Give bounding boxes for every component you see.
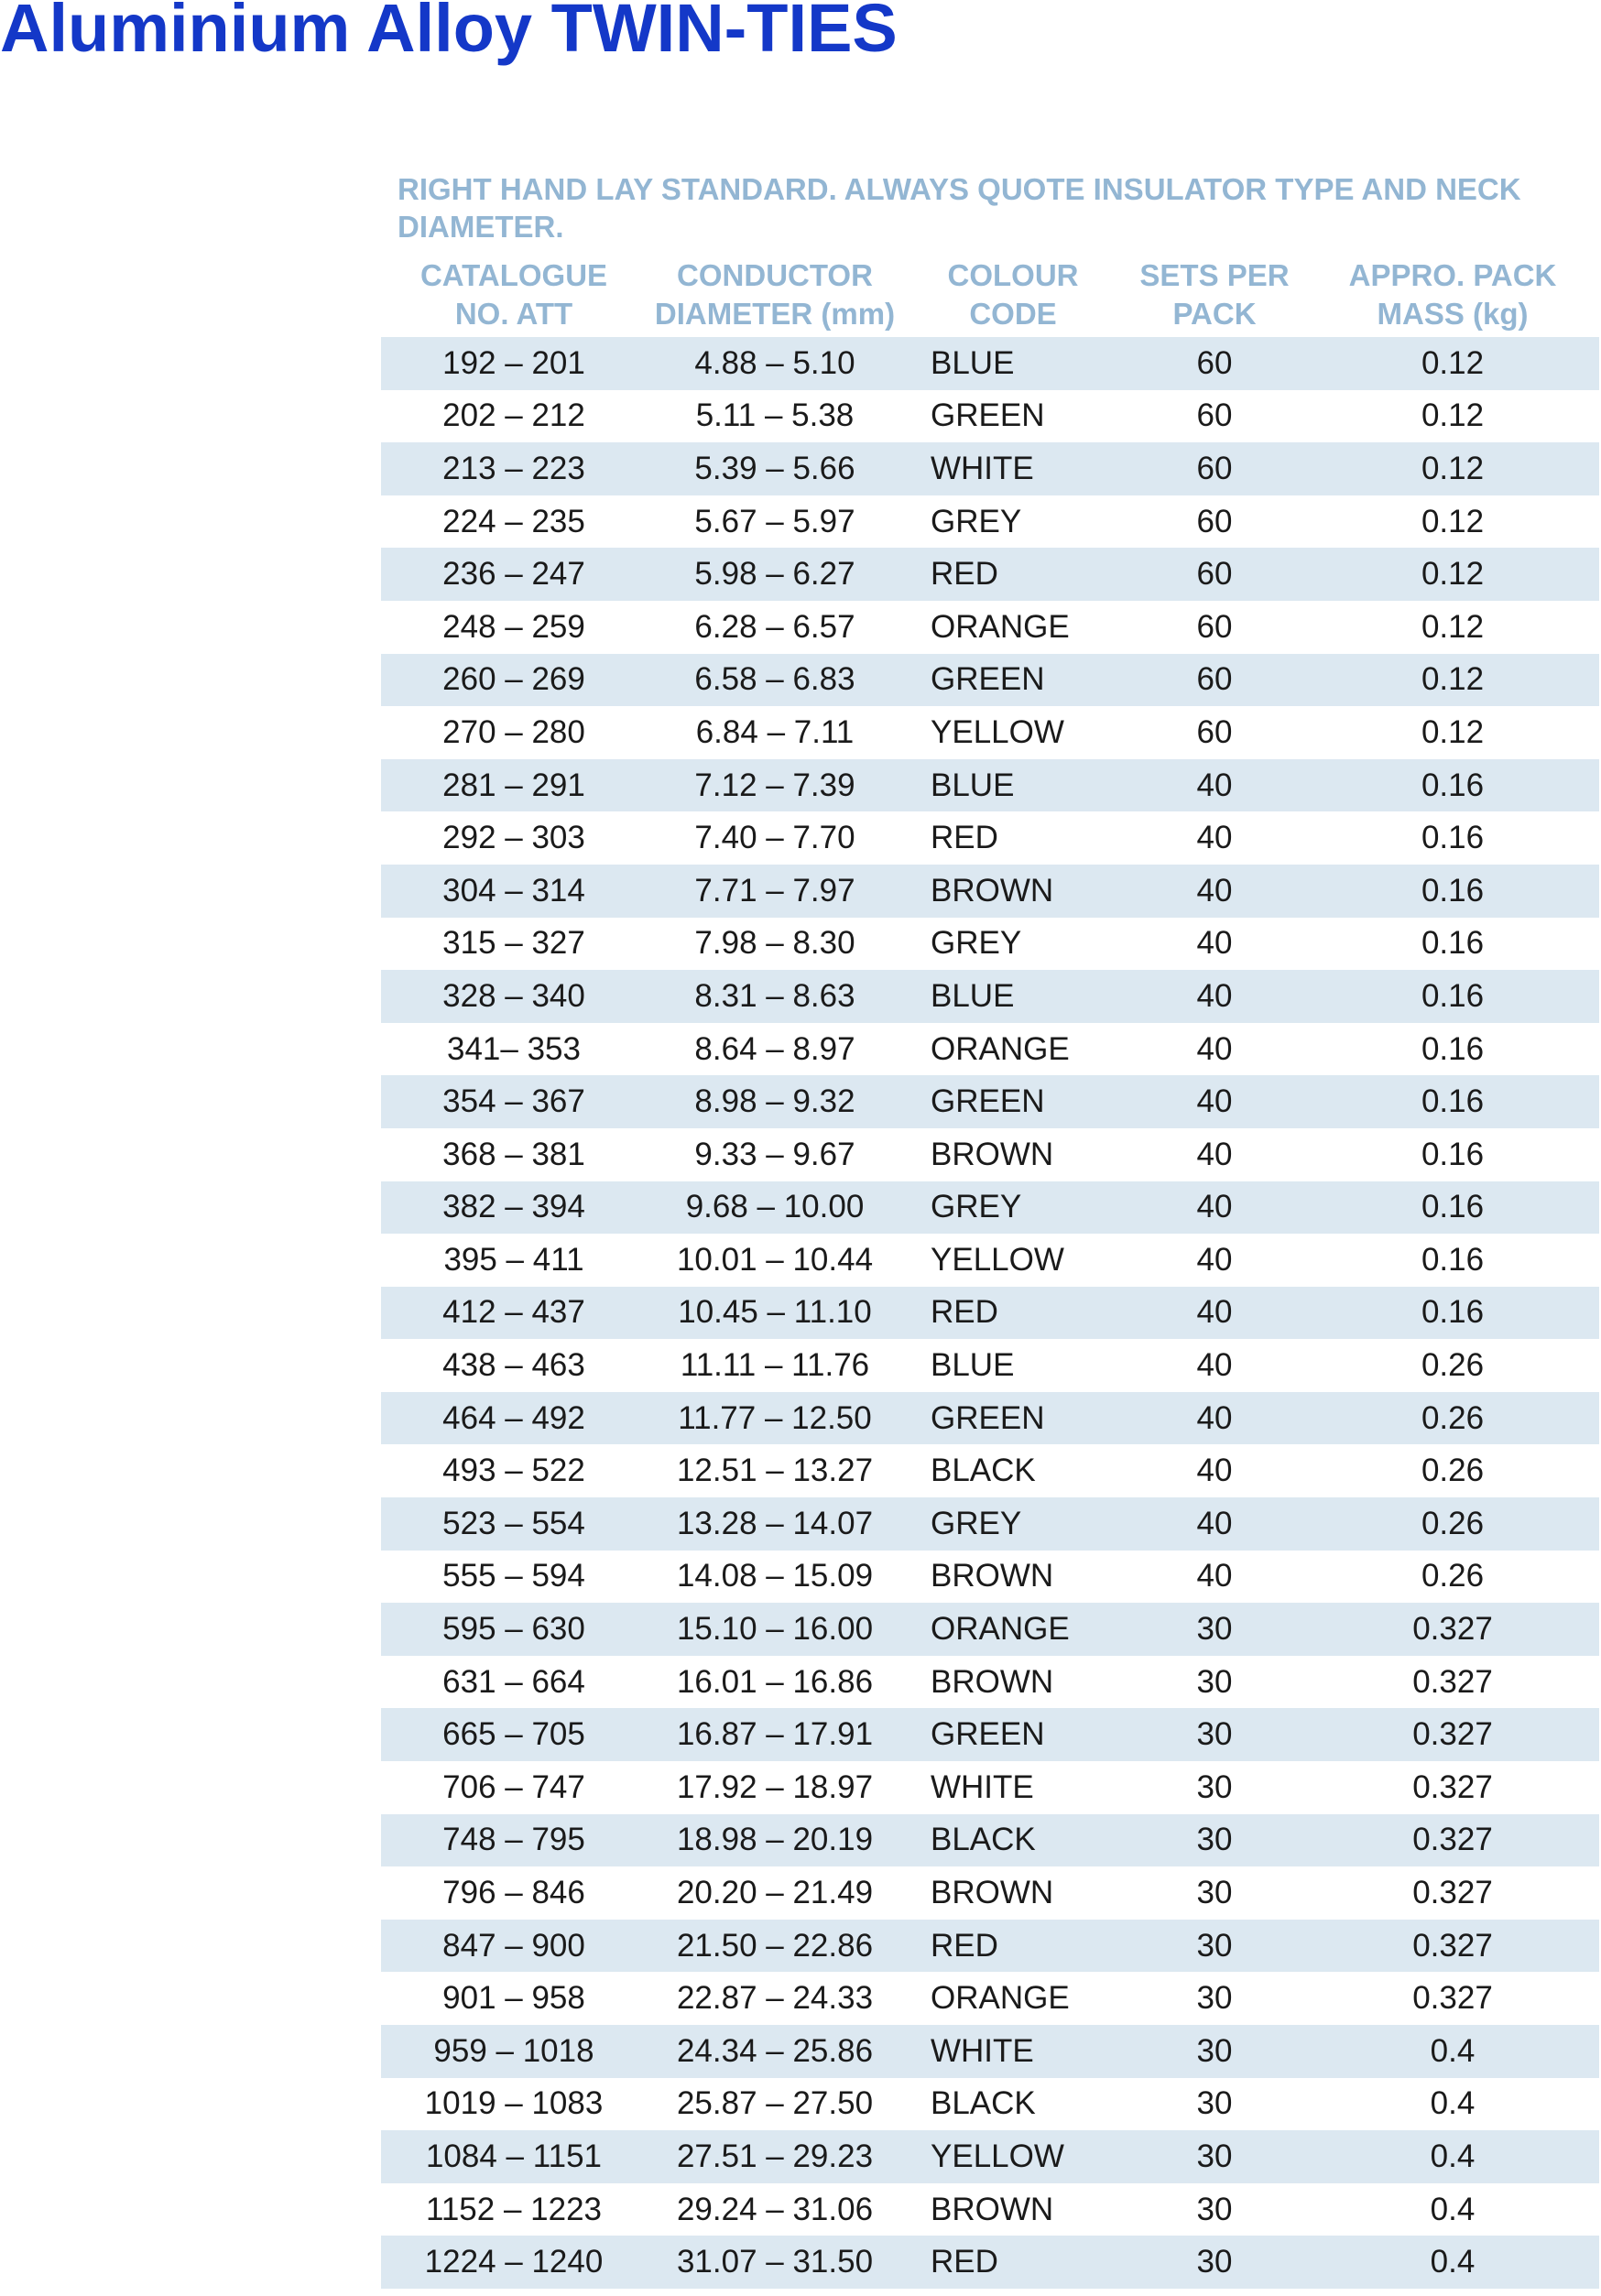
cell-conductor-diameter: 25.87 – 27.50 (676, 2085, 874, 2122)
cell-sets-per-pack: 60 (1196, 450, 1233, 486)
table-row (381, 1497, 1599, 1551)
cell-colour-code: GREEN (931, 1399, 1045, 1436)
cell-sets-per-pack: 40 (1196, 977, 1233, 1014)
cell-colour-code: WHITE (931, 450, 1034, 486)
cell-sets-per-pack: 30 (1196, 2138, 1233, 2174)
cell-pack-mass: 0.327 (1412, 1822, 1493, 1858)
cell-sets-per-pack: 30 (1196, 1611, 1233, 1648)
cell-sets-per-pack: 30 (1196, 2032, 1233, 2069)
cell-colour-code: RED (931, 820, 998, 856)
table-row (381, 2025, 1599, 2078)
cell-pack-mass: 0.16 (1421, 1030, 1485, 1067)
cell-catalogue-no: 847 – 900 (442, 1927, 585, 1964)
cell-pack-mass: 0.16 (1421, 925, 1485, 962)
cell-conductor-diameter: 11.11 – 11.76 (680, 1347, 870, 1384)
cell-sets-per-pack: 40 (1196, 1241, 1233, 1278)
header-line: CODE (969, 297, 1057, 331)
cell-colour-code: BROWN (931, 1558, 1054, 1594)
table-row (381, 1972, 1599, 2025)
cell-pack-mass: 0.26 (1421, 1347, 1485, 1384)
cell-sets-per-pack: 40 (1196, 925, 1233, 962)
cell-sets-per-pack: 60 (1196, 503, 1233, 539)
header-colour-code (903, 256, 1123, 337)
table-row (381, 970, 1599, 1023)
cell-catalogue-no: 1224 – 1240 (424, 2244, 604, 2280)
table-header (381, 256, 1599, 337)
cell-conductor-diameter: 8.31 – 8.63 (694, 977, 855, 1014)
header-line: APPRO. PACK (1348, 258, 1557, 292)
cell-catalogue-no: 354 – 367 (442, 1083, 585, 1120)
table-row (381, 1708, 1599, 1761)
cell-pack-mass: 0.16 (1421, 1136, 1485, 1172)
cell-conductor-diameter: 5.11 – 5.38 (695, 397, 855, 434)
cell-pack-mass: 0.16 (1421, 1294, 1485, 1331)
cell-conductor-diameter: 29.24 – 31.06 (676, 2191, 874, 2227)
cell-conductor-diameter: 20.20 – 21.49 (676, 1875, 874, 1911)
cell-catalogue-no: 328 – 340 (442, 977, 585, 1014)
cell-colour-code: WHITE (931, 2032, 1034, 2069)
header-line: COLOUR (947, 258, 1079, 292)
cell-colour-code: RED (931, 1294, 998, 1331)
table-row (381, 2130, 1599, 2183)
cell-sets-per-pack: 40 (1196, 820, 1233, 856)
cell-catalogue-no: 281 – 291 (442, 767, 585, 803)
cell-pack-mass: 0.12 (1421, 344, 1485, 381)
cell-conductor-diameter: 14.08 – 15.09 (676, 1558, 874, 1594)
cell-colour-code: ORANGE (931, 608, 1070, 645)
cell-catalogue-no: 341– 353 (447, 1030, 581, 1067)
cell-pack-mass: 0.327 (1412, 1980, 1493, 2017)
cell-colour-code: RED (931, 1927, 998, 1964)
cell-conductor-diameter: 4.88 – 5.10 (694, 344, 855, 381)
cell-colour-code: YELLOW (931, 1241, 1064, 1278)
cell-pack-mass: 0.4 (1430, 2085, 1476, 2122)
cell-colour-code: GREEN (931, 661, 1045, 698)
cell-catalogue-no: 438 – 463 (442, 1347, 585, 1384)
cell-catalogue-no: 796 – 846 (442, 1875, 585, 1911)
cell-sets-per-pack: 40 (1196, 1453, 1233, 1489)
cell-conductor-diameter: 5.67 – 5.97 (694, 503, 855, 539)
cell-colour-code: BLUE (931, 1347, 1015, 1384)
table-row (381, 548, 1599, 601)
cell-catalogue-no: 901 – 958 (442, 1980, 585, 2017)
cell-pack-mass: 0.26 (1421, 1453, 1485, 1489)
cell-pack-mass: 0.327 (1412, 1611, 1493, 1648)
cell-conductor-diameter: 9.33 – 9.67 (694, 1136, 855, 1172)
cell-sets-per-pack: 30 (1196, 1927, 1233, 1964)
table-row (381, 1551, 1599, 1604)
cell-conductor-diameter: 10.01 – 10.44 (676, 1241, 874, 1278)
cell-sets-per-pack: 60 (1196, 397, 1233, 434)
cell-colour-code: GREY (931, 1189, 1022, 1225)
cell-conductor-diameter: 8.64 – 8.97 (694, 1030, 855, 1067)
cell-colour-code: ORANGE (931, 1980, 1070, 2017)
cell-colour-code: YELLOW (931, 2138, 1064, 2174)
cell-conductor-diameter: 16.01 – 16.86 (676, 1663, 874, 1700)
cell-colour-code: BLUE (931, 344, 1015, 381)
cell-catalogue-no: 270 – 280 (442, 713, 585, 750)
header-line: SETS PER (1139, 258, 1290, 292)
cell-colour-code: BROWN (931, 1875, 1054, 1911)
cell-catalogue-no: 248 – 259 (442, 608, 585, 645)
cell-colour-code: GREEN (931, 397, 1045, 434)
table-row (381, 918, 1599, 971)
cell-sets-per-pack: 30 (1196, 1822, 1233, 1858)
table-row (381, 390, 1599, 443)
cell-conductor-diameter: 7.40 – 7.70 (694, 820, 855, 856)
cell-colour-code: BROWN (931, 872, 1054, 909)
cell-colour-code: YELLOW (931, 713, 1064, 750)
cell-colour-code: RED (931, 556, 998, 593)
cell-catalogue-no: 464 – 492 (442, 1399, 585, 1436)
table-row (381, 706, 1599, 759)
cell-catalogue-no: 368 – 381 (442, 1136, 585, 1172)
cell-pack-mass: 0.327 (1412, 1716, 1493, 1753)
cell-conductor-diameter: 7.98 – 8.30 (694, 925, 855, 962)
cell-sets-per-pack: 60 (1196, 661, 1233, 698)
cell-sets-per-pack: 30 (1196, 1716, 1233, 1753)
cell-conductor-diameter: 11.77 – 12.50 (678, 1399, 872, 1436)
cell-catalogue-no: 1019 – 1083 (424, 2085, 604, 2122)
cell-catalogue-no: 236 – 247 (442, 556, 585, 593)
cell-sets-per-pack: 30 (1196, 1663, 1233, 1700)
header-catalogue-no (381, 256, 647, 337)
cell-catalogue-no: 292 – 303 (442, 820, 585, 856)
cell-colour-code: ORANGE (931, 1611, 1070, 1648)
cell-sets-per-pack: 40 (1196, 767, 1233, 803)
cell-catalogue-no: 202 – 212 (442, 397, 585, 434)
cell-pack-mass: 0.12 (1421, 608, 1485, 645)
cell-sets-per-pack: 40 (1196, 1505, 1233, 1541)
table-row (381, 1392, 1599, 1445)
cell-sets-per-pack: 30 (1196, 1980, 1233, 2017)
cell-pack-mass: 0.16 (1421, 1189, 1485, 1225)
cell-sets-per-pack: 60 (1196, 713, 1233, 750)
cell-pack-mass: 0.12 (1421, 556, 1485, 593)
table-row (381, 759, 1599, 812)
table-row (381, 1287, 1599, 1340)
table-row (381, 811, 1599, 865)
cell-conductor-diameter: 5.39 – 5.66 (694, 450, 855, 486)
cell-colour-code: BROWN (931, 1136, 1054, 1172)
cell-conductor-diameter: 12.51 – 13.27 (676, 1453, 874, 1489)
cell-conductor-diameter: 24.34 – 25.86 (676, 2032, 874, 2069)
cell-catalogue-no: 315 – 327 (442, 925, 585, 962)
cell-catalogue-no: 1152 – 1223 (425, 2191, 603, 2227)
table-row (381, 1023, 1599, 1076)
cell-catalogue-no: 706 – 747 (442, 1768, 585, 1805)
cell-pack-mass: 0.16 (1421, 820, 1485, 856)
header-line: NO. ATT (454, 297, 573, 331)
table-row (381, 1181, 1599, 1235)
cell-pack-mass: 0.4 (1430, 2191, 1476, 2227)
table-row (381, 1234, 1599, 1287)
cell-pack-mass: 0.327 (1412, 1768, 1493, 1805)
cell-conductor-diameter: 15.10 – 16.00 (676, 1611, 874, 1648)
cell-catalogue-no: 665 – 705 (442, 1716, 585, 1753)
cell-sets-per-pack: 40 (1196, 1030, 1233, 1067)
cell-colour-code: RED (931, 2244, 998, 2280)
cell-catalogue-no: 382 – 394 (442, 1189, 585, 1225)
table-row (381, 1761, 1599, 1814)
cell-conductor-diameter: 6.58 – 6.83 (694, 661, 855, 698)
cell-conductor-diameter: 21.50 – 22.86 (676, 1927, 874, 1964)
cell-conductor-diameter: 22.87 – 24.33 (676, 1980, 874, 2017)
cell-sets-per-pack: 40 (1196, 1347, 1233, 1384)
cell-pack-mass: 0.26 (1421, 1505, 1485, 1541)
cell-conductor-diameter: 7.12 – 7.39 (694, 767, 855, 803)
table-row (381, 1444, 1599, 1497)
table-row (381, 865, 1599, 918)
cell-catalogue-no: 395 – 411 (443, 1241, 584, 1278)
cell-conductor-diameter: 18.98 – 20.19 (676, 1822, 874, 1858)
cell-pack-mass: 0.12 (1421, 713, 1485, 750)
header-line: DIAMETER (mm) (654, 297, 896, 331)
table-row (381, 337, 1599, 390)
lay-standard-note: RIGHT HAND LAY STANDARD. ALWAYS QUOTE INSULATOR TYPE AND NECK DIAMETER. (398, 172, 1521, 244)
table-row (381, 442, 1599, 495)
table-row (381, 1339, 1599, 1392)
cell-pack-mass: 0.327 (1412, 1927, 1493, 1964)
table-row (381, 1603, 1599, 1656)
cell-catalogue-no: 595 – 630 (442, 1611, 585, 1648)
cell-pack-mass: 0.16 (1421, 1083, 1485, 1120)
cell-conductor-diameter: 7.71 – 7.97 (694, 872, 855, 909)
cell-pack-mass: 0.12 (1421, 450, 1485, 486)
header-sets-per-pack (1123, 256, 1306, 337)
table-row (381, 2236, 1599, 2289)
cell-pack-mass: 0.12 (1421, 397, 1485, 434)
cell-sets-per-pack: 40 (1196, 1189, 1233, 1225)
cell-colour-code: BLACK (931, 1453, 1036, 1489)
cell-colour-code: GREEN (931, 1083, 1045, 1120)
cell-sets-per-pack: 30 (1196, 2085, 1233, 2122)
cell-conductor-diameter: 8.98 – 9.32 (694, 1083, 855, 1120)
cell-conductor-diameter: 13.28 – 14.07 (676, 1505, 874, 1541)
cell-pack-mass: 0.12 (1421, 661, 1485, 698)
cell-catalogue-no: 959 – 1018 (433, 2032, 594, 2069)
cell-pack-mass: 0.16 (1421, 767, 1485, 803)
header-line: CATALOGUE (419, 258, 608, 292)
cell-pack-mass: 0.327 (1412, 1875, 1493, 1911)
cell-pack-mass: 0.26 (1421, 1399, 1485, 1436)
cell-catalogue-no: 631 – 664 (442, 1663, 585, 1700)
table-row (381, 1075, 1599, 1128)
cell-colour-code: BLACK (931, 2085, 1036, 2122)
cell-sets-per-pack: 40 (1196, 1399, 1233, 1436)
cell-colour-code: WHITE (931, 1768, 1034, 1805)
cell-catalogue-no: 224 – 235 (442, 503, 585, 539)
cell-conductor-diameter: 5.98 – 6.27 (694, 556, 855, 593)
cell-catalogue-no: 493 – 522 (442, 1453, 585, 1489)
cell-pack-mass: 0.4 (1430, 2032, 1476, 2069)
cell-colour-code: ORANGE (931, 1030, 1070, 1067)
cell-conductor-diameter: 16.87 – 17.91 (676, 1716, 874, 1753)
cell-pack-mass: 0.16 (1421, 1241, 1485, 1278)
cell-catalogue-no: 748 – 795 (442, 1822, 585, 1858)
cell-catalogue-no: 412 – 437 (442, 1294, 585, 1331)
cell-conductor-diameter: 27.51 – 29.23 (676, 2138, 874, 2174)
table-row (381, 654, 1599, 707)
cell-sets-per-pack: 30 (1196, 1875, 1233, 1911)
cell-sets-per-pack: 30 (1196, 1768, 1233, 1805)
cell-colour-code: BROWN (931, 1663, 1054, 1700)
cell-catalogue-no: 523 – 554 (442, 1505, 585, 1541)
cell-sets-per-pack: 40 (1196, 872, 1233, 909)
cell-colour-code: GREY (931, 503, 1022, 539)
cell-colour-code: BROWN (931, 2191, 1054, 2227)
cell-pack-mass: 0.327 (1412, 1663, 1493, 1700)
cell-pack-mass: 0.4 (1430, 2138, 1476, 2174)
header-line: PACK (1172, 297, 1257, 331)
header-line: CONDUCTOR (677, 258, 873, 292)
header-conductor-diameter (647, 256, 903, 337)
cell-catalogue-no: 260 – 269 (442, 661, 585, 698)
cell-sets-per-pack: 40 (1196, 1294, 1233, 1331)
cell-catalogue-no: 555 – 594 (442, 1558, 585, 1594)
cell-sets-per-pack: 30 (1196, 2244, 1233, 2280)
cell-conductor-diameter: 6.84 – 7.11 (695, 713, 855, 750)
cell-sets-per-pack: 40 (1196, 1558, 1233, 1594)
page-title: Aluminium Alloy TWIN-TIES (0, 0, 898, 66)
cell-sets-per-pack: 40 (1196, 1136, 1233, 1172)
cell-conductor-diameter: 31.07 – 31.50 (676, 2244, 874, 2280)
cell-catalogue-no: 192 – 201 (442, 344, 585, 381)
cell-sets-per-pack: 30 (1196, 2191, 1233, 2227)
header-line: MASS (kg) (1377, 297, 1529, 331)
table-row (381, 1128, 1599, 1181)
cell-sets-per-pack: 60 (1196, 344, 1233, 381)
table-row (381, 1656, 1599, 1709)
cell-colour-code: GREEN (931, 1716, 1045, 1753)
header-pack-mass (1306, 256, 1599, 337)
cell-colour-code: GREY (931, 1505, 1022, 1541)
table-body (381, 337, 1599, 2289)
cell-colour-code: BLACK (931, 1822, 1036, 1858)
table-row (381, 2183, 1599, 2236)
cell-catalogue-no: 304 – 314 (442, 872, 585, 909)
cell-conductor-diameter: 10.45 – 11.10 (678, 1294, 872, 1331)
cell-conductor-diameter: 9.68 – 10.00 (685, 1189, 865, 1225)
table-row (381, 1814, 1599, 1867)
cell-sets-per-pack: 60 (1196, 608, 1233, 645)
cell-sets-per-pack: 40 (1196, 1083, 1233, 1120)
cell-catalogue-no: 213 – 223 (442, 450, 585, 486)
cell-colour-code: BLUE (931, 977, 1015, 1014)
cell-pack-mass: 0.16 (1421, 872, 1485, 909)
table-row (381, 1866, 1599, 1920)
cell-pack-mass: 0.12 (1421, 503, 1485, 539)
cell-conductor-diameter: 17.92 – 18.97 (676, 1768, 874, 1805)
cell-conductor-diameter: 6.28 – 6.57 (694, 608, 855, 645)
twin-ties-table (381, 256, 1599, 2289)
cell-pack-mass: 0.4 (1430, 2244, 1476, 2280)
cell-pack-mass: 0.16 (1421, 977, 1485, 1014)
table-row (381, 495, 1599, 549)
table-row (381, 2078, 1599, 2131)
cell-sets-per-pack: 60 (1196, 556, 1233, 593)
table-row (381, 601, 1599, 654)
table-row (381, 1920, 1599, 1973)
cell-colour-code: GREY (931, 925, 1022, 962)
cell-colour-code: BLUE (931, 767, 1015, 803)
cell-pack-mass: 0.26 (1421, 1558, 1485, 1594)
cell-catalogue-no: 1084 – 1151 (425, 2138, 603, 2174)
